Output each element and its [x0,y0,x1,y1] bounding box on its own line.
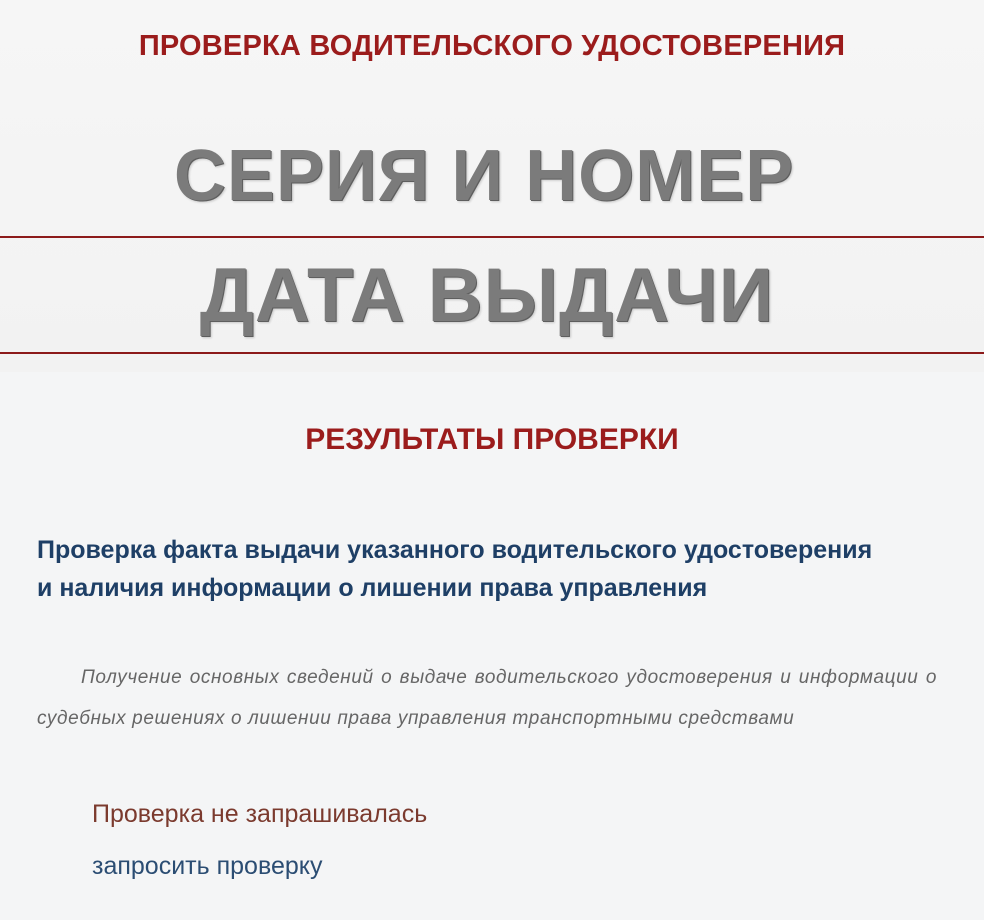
divider [0,236,984,238]
check-description: Получение основных сведений о выдаче водительского удостоверения и информации о судебных решениях о лишении права управления транспортными средствами [37,667,937,729]
check-heading: Проверка факта выдачи указанного водительского удостоверения и наличия информации о лишении права управления [37,536,873,602]
divider [0,352,984,354]
check-status-text: Проверка не запрашивалась [92,800,428,828]
request-check-link[interactable]: запросить проверку [92,852,323,880]
page-title: ПРОВЕРКА ВОДИТЕЛЬСКОГО УДОСТОВЕРЕНИЯ [138,30,846,62]
issue-date-field[interactable]: ДАТА ВЫДАЧИ [199,253,775,338]
series-number-field[interactable]: СЕРИЯ И НОМЕР [173,136,795,216]
results-title: РЕЗУЛЬТАТЫ ПРОВЕРКИ [305,423,679,456]
